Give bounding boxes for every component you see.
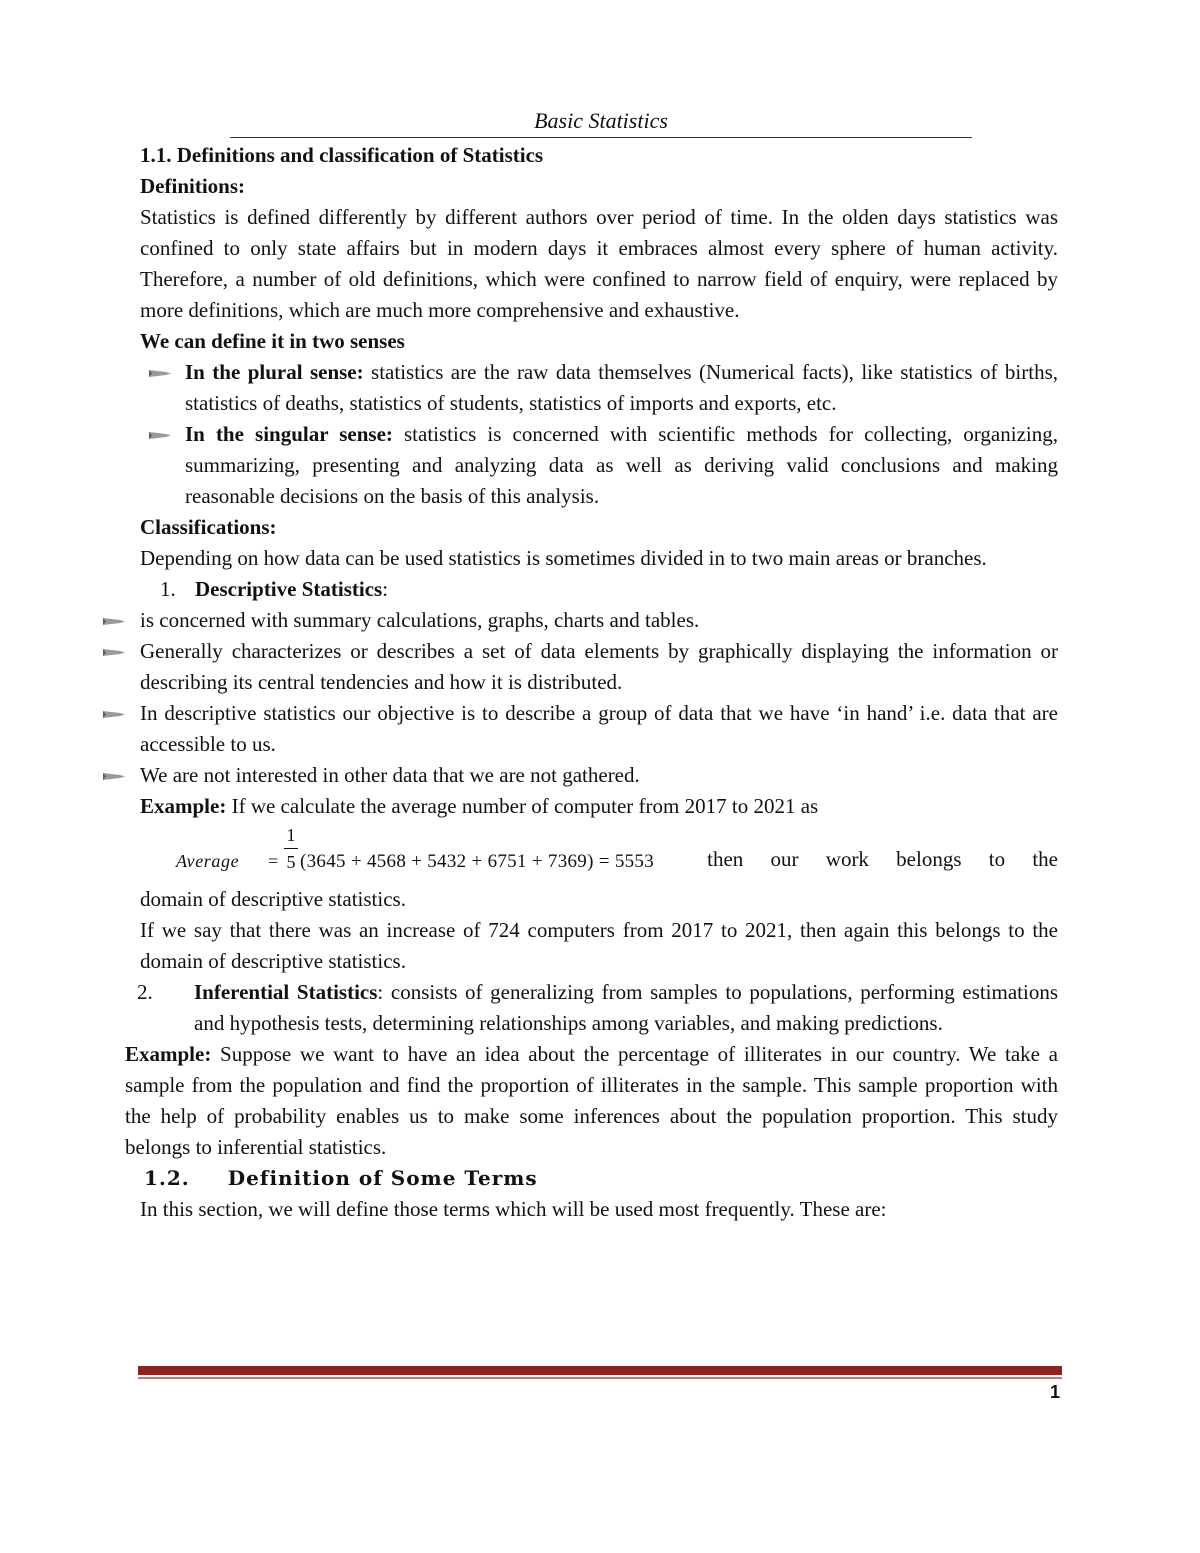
example-text: Suppose we want to have an idea about the percentage of illiterates in our country. We take a sample from the population and find the proportion of illiterates in the sample. This sample proportion with the help of probability enables us to make some inferences about the population proportion. This study belongs to inferential statistics. xyxy=(125,1042,1058,1159)
formula-trailing-text: then our work belongs to the xyxy=(707,847,1058,871)
descriptive-colon: : xyxy=(382,577,389,601)
descriptive-bullet-text: We are not interested in other data that we are not gathered. xyxy=(140,763,640,787)
singular-sense-label: In the singular sense: xyxy=(185,422,393,446)
descriptive-bullet-text: In descriptive statistics our objective is to describe a group of data that we have ‘in hand’ i.e. data that are accessible to us. xyxy=(140,701,1058,756)
list-number: 1. xyxy=(160,577,176,601)
running-header: Basic Statistics xyxy=(534,108,668,133)
section-heading-1-1: 1.1. Definitions and classification of Statistics xyxy=(140,143,544,167)
descriptive-bullet xyxy=(140,636,1058,698)
definitions-paragraph: Statistics is defined differently by different authors over period of time. In the olden days statistics was confined to only state affairs but in modern days it embraces almost every sphere of human activity. Therefore, a number of old definitions, which were confined to narrow field of enquiry, were replaced by more definitions, which are much more comprehensive and exhaustive. xyxy=(140,205,1058,322)
second-descriptive-example: If we say that there was an increase of 724 computers from 2017 to 2021, then again this belongs to the domain of descriptive statistics. xyxy=(140,918,1058,973)
senses-heading: We can define it in two senses xyxy=(140,329,405,353)
inferential-paragraph xyxy=(140,977,1058,1039)
descriptive-statistics-label: Descriptive Statistics xyxy=(195,577,383,601)
page-number: 1 xyxy=(1049,1382,1060,1402)
formula-lhs: Average xyxy=(176,851,240,871)
example-label: Example: xyxy=(140,794,227,818)
pencil-icon xyxy=(102,698,126,729)
inferential-text: consists of generalizing from samples to populations, performing estimations and hypothesis tests, determining relationships among variables, and making predictions. xyxy=(194,980,1058,1035)
pencil-icon xyxy=(102,636,126,667)
section-title: Definition of Some Terms xyxy=(227,1166,538,1190)
pencil-icon xyxy=(102,605,126,636)
classifications-label: Classifications: xyxy=(140,515,277,539)
definitions-label: Definitions: xyxy=(140,174,245,198)
descriptive-bullet xyxy=(140,605,1058,636)
inferential-colon: : xyxy=(377,980,384,1004)
formula-fraction xyxy=(284,824,298,873)
section-intro: In this section, we will define those terms which will be used most frequently. These are: xyxy=(140,1197,887,1221)
footer-rule xyxy=(138,1366,1062,1375)
plural-sense-text: statistics are the raw data themselves (Numerical facts), like statistics of births, statistics of deaths, statistics of students, statistics of imports and exports, etc. xyxy=(185,360,1058,415)
descriptive-bullet-text: is concerned with summary calculations, graphs, charts and tables. xyxy=(140,608,700,632)
bullet-singular-sense xyxy=(140,419,1058,512)
section-number: 1.2. xyxy=(144,1166,190,1190)
formula-continuation: domain of descriptive statistics. xyxy=(140,887,406,911)
descriptive-bullet xyxy=(140,698,1058,760)
example-text: If we calculate the average number of computer from 2017 to 2021 as xyxy=(226,794,819,818)
fraction-numerator: 1 xyxy=(286,825,296,845)
classifications-paragraph: Depending on how data can be used statistics is sometimes divided in to two main areas or branches. xyxy=(140,546,987,570)
footer-rule-thin xyxy=(138,1377,1062,1379)
example-label: Example: xyxy=(125,1042,212,1066)
plural-sense-label: In the plural sense: xyxy=(185,360,364,384)
descriptive-bullet xyxy=(140,760,1058,791)
singular-sense-text: statistics is concerned with scientific methods for collecting, organizing, summarizing, presenting and analyzing data as well as deriving valid conclusions and making reasonable decisions on the basis of this analysis. xyxy=(185,422,1058,508)
descriptive-example xyxy=(140,791,1058,822)
inferential-statistics-item xyxy=(137,977,1058,1039)
pencil-icon xyxy=(102,760,126,791)
document-body xyxy=(125,140,1058,1225)
header-rule xyxy=(230,137,972,138)
list-number: 2. xyxy=(137,980,153,1004)
section-heading-1-2 xyxy=(140,1163,1058,1194)
descriptive-bullet-text: Generally characterizes or describes a set of data elements by graphically displaying the information or describing its central tendencies and how it is distributed. xyxy=(140,639,1058,694)
formula-rhs: (3645 + 4568 + 5432 + 6751 + 7369) = 5553 xyxy=(300,851,655,872)
fraction-denominator: 5 xyxy=(286,852,296,872)
average-formula xyxy=(176,822,1058,884)
inferential-example xyxy=(125,1039,1058,1163)
pencil-icon xyxy=(148,419,172,450)
formula-equals: = xyxy=(268,851,279,871)
pencil-icon xyxy=(148,357,172,388)
descriptive-statistics-item xyxy=(140,574,1058,605)
bullet-plural-sense xyxy=(140,357,1058,419)
fraction-bar xyxy=(284,848,298,849)
inferential-statistics-label: Inferential Statistics xyxy=(194,980,378,1004)
